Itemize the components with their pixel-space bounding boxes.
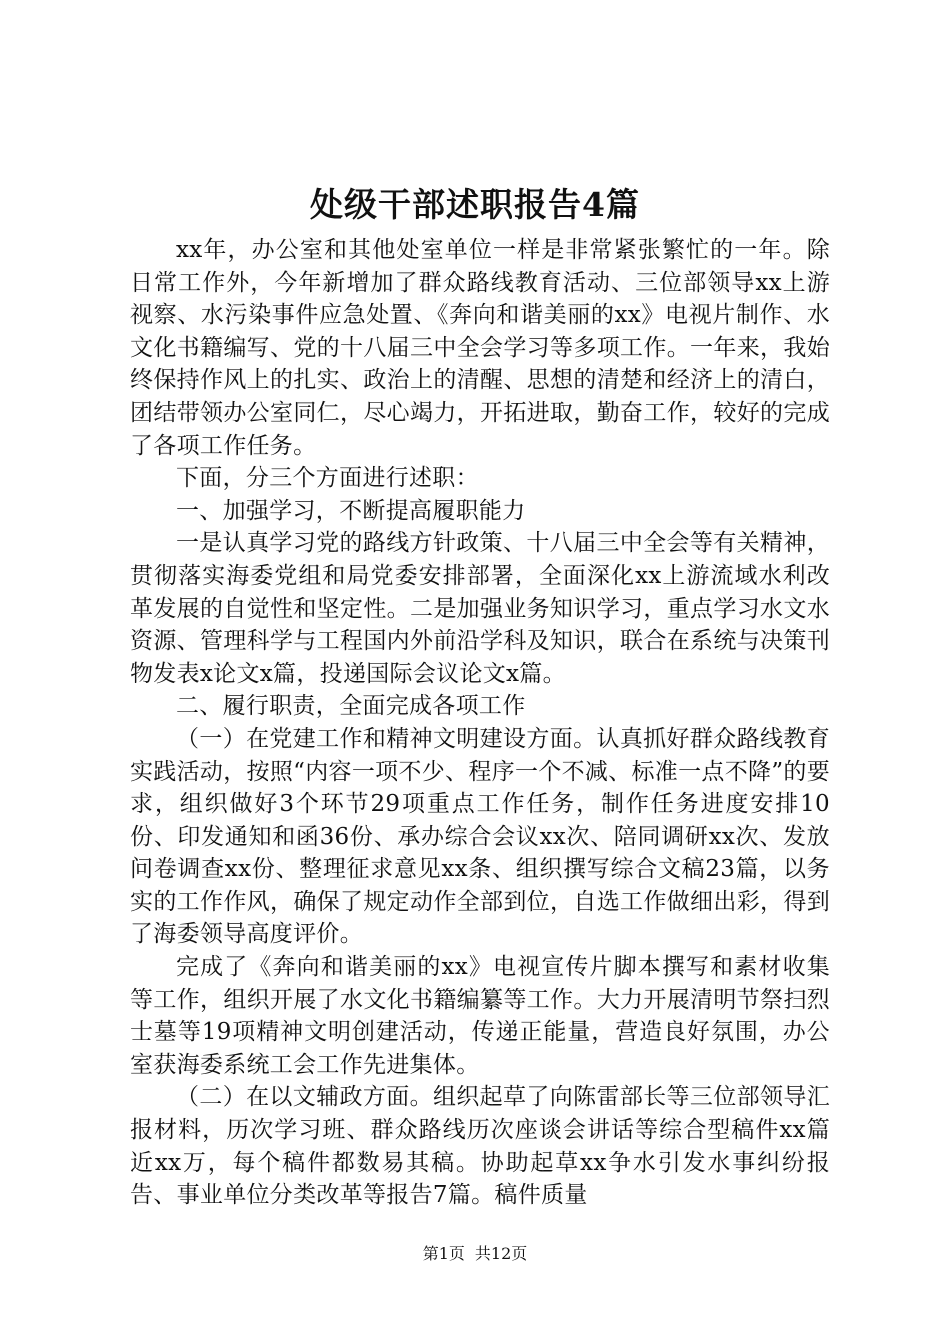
paragraph-culture: 完成了《奔向和谐美丽的xx》电视宣传片脚本撰写和素材收集等工作，组织开展了水文化书籍编纂等工作。大力开展清明节祭扫烈士墓等19项精神文明创建活动，传递正能量，营造良好氛围，办公室获海委系统工会工作先进集体。 xyxy=(130,954,830,1078)
paragraph-party-building: （一）在党建工作和精神文明建设方面。认真抓好群众路线教育实践活动，按照“内容一项不少、程序一个不减、标准一点不降”的要求，组织做好3个环节29项重点工作任务，制作任务进度安排10份、印发通知和函36份、承办综合会议xx次、陪同调研xx次、发放问卷调查xx份、整理征求意见xx条、组织撰写综合文稿23篇，以务实的工作作风，确保了规定动作全部到位，自选工作做细出彩，得到了海委领导高度评价。 xyxy=(130,725,830,948)
document-title: 处级干部述职报告4篇 xyxy=(310,185,640,224)
section-heading-study: 一、加强学习，不断提高履职能力 xyxy=(176,497,526,524)
page-number: 第1页 xyxy=(422,1244,465,1263)
section-heading-duties: 二、履行职责，全面完成各项工作 xyxy=(176,693,526,720)
paragraph-study: 一是认真学习党的路线方针政策、十八届三中全会等有关精神，贯彻落实海委党组和局党委安排部署，全面深化xx上游流域水利改革发展的自觉性和坚定性。二是加强业务知识学习，重点学习水文水资源、管理科学与工程国内外前沿学科及知识，联合在系统与决策刊物发表x论文x篇，投递国际会议论文x篇。 xyxy=(130,530,830,687)
document-body xyxy=(130,234,830,1212)
paragraph-intro: xx年，办公室和其他处室单位一样是非常紧张繁忙的一年。除日常工作外，今年新增加了群众路线教育活动、三位部领导xx上游视察、水污染事件应急处置、《奔向和谐美丽的xx》电视片制作、水文化书籍编写、党的十八届三中全会学习等多项工作。一年来，我始终保持作风上的扎实、政治上的清醒、思想的清楚和经济上的清白，团结带领办公室同仁，尽心竭力，开拓进取，勤奋工作，较好的完成了各项工作任务。 xyxy=(130,237,830,459)
paragraph-outline: 下面，分三个方面进行述职： xyxy=(176,465,479,492)
page-footer xyxy=(0,1243,950,1265)
page-total: 共12页 xyxy=(474,1244,528,1263)
paragraph-writing-support: （二）在以文辅政方面。组织起草了向陈雷部长等三位部领导汇报材料，历次学习班、群众路线历次座谈会讲话等综合型稿件xx篇近xx万，每个稿件都数易其稿。协助起草xx争水引发水事纠纷报告、事业单位分类改革等报告7篇。稿件质量 xyxy=(130,1084,830,1209)
